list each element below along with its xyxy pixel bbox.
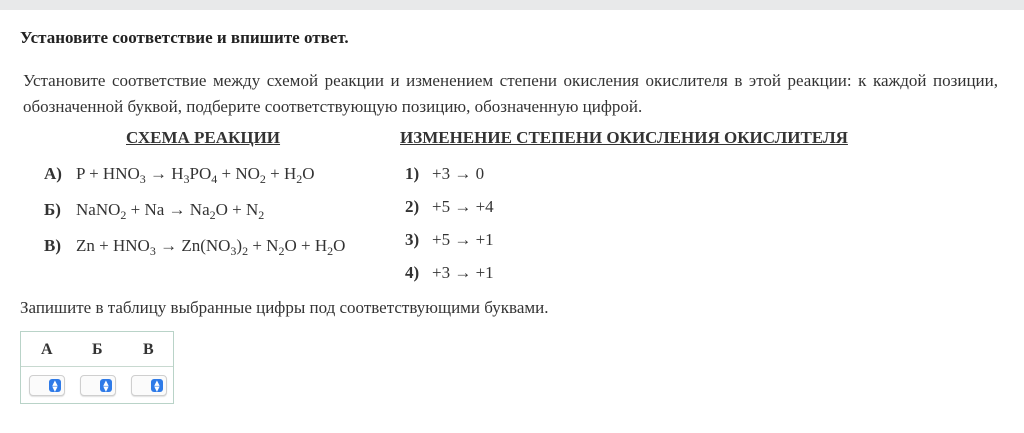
change-label: 4) [405,263,420,282]
change-row-3 [405,230,494,250]
reaction-label: Б) [44,200,61,219]
column-header-b: Б [92,341,103,358]
reaction-scheme: $P + HNO_3 \to H_3PO_4 + NO_2 + H_2O$ [76,164,315,186]
change-row-1 [405,164,484,184]
change-label: 2) [405,197,420,216]
chevron-up-down-icon: ▲ ▼ [49,379,61,392]
answer-table [20,331,174,404]
column-header-v: В [143,341,154,358]
change-value: +3 → +1 [432,263,494,282]
answer-table-header [21,332,173,367]
chevron-up-down-icon: ▲ ▼ [151,379,163,392]
reaction-row-a [44,164,315,184]
answer-select-a[interactable] [29,375,65,396]
change-label: 3) [405,230,420,249]
reaction-row-v [44,236,345,256]
reaction-label: А) [44,164,62,183]
change-value: +3 → 0 [432,164,485,183]
oxidation-change-title: ИЗМЕНЕНИЕ СТЕПЕНИ ОКИСЛЕНИЯ ОКИСЛИТЕЛЯ [400,128,848,147]
column-header-a: А [41,341,53,358]
task-instruction: Установите соответствие между схемой реакции и изменением степени окисления окислителя в этой реакции: к каждой позиции, обозначенной буквой, подберите соответствующую позицию, обозначенную цифрой. [23,71,998,116]
change-value: +5 → +4 [432,197,494,216]
answer-prompt: Запишите в таблицу выбранные цифры под соответствующими буквами. [20,298,549,317]
change-row-4 [405,263,494,283]
reaction-label: В) [44,236,61,255]
reaction-scheme: NaNO$_2$ + $Na \to Na_2O + N_2$ [76,200,265,222]
reaction-scheme: $Zn + HNO_3 \to Zn(NO_3)_2 + N_2O + H_2O$ [76,236,346,258]
reaction-row-b [44,200,264,220]
top-bar [0,0,1024,10]
answer-select-v[interactable] [131,375,167,396]
answer-select-b[interactable] [80,375,116,396]
change-label: 1) [405,164,420,183]
reaction-scheme-title: СХЕМА РЕАКЦИИ [126,128,281,147]
change-value: +5 → +1 [432,230,494,249]
task-heading: Установите соответствие и впишите ответ. [20,28,349,47]
change-row-2 [405,197,494,217]
chevron-up-down-icon: ▲ ▼ [100,379,112,392]
